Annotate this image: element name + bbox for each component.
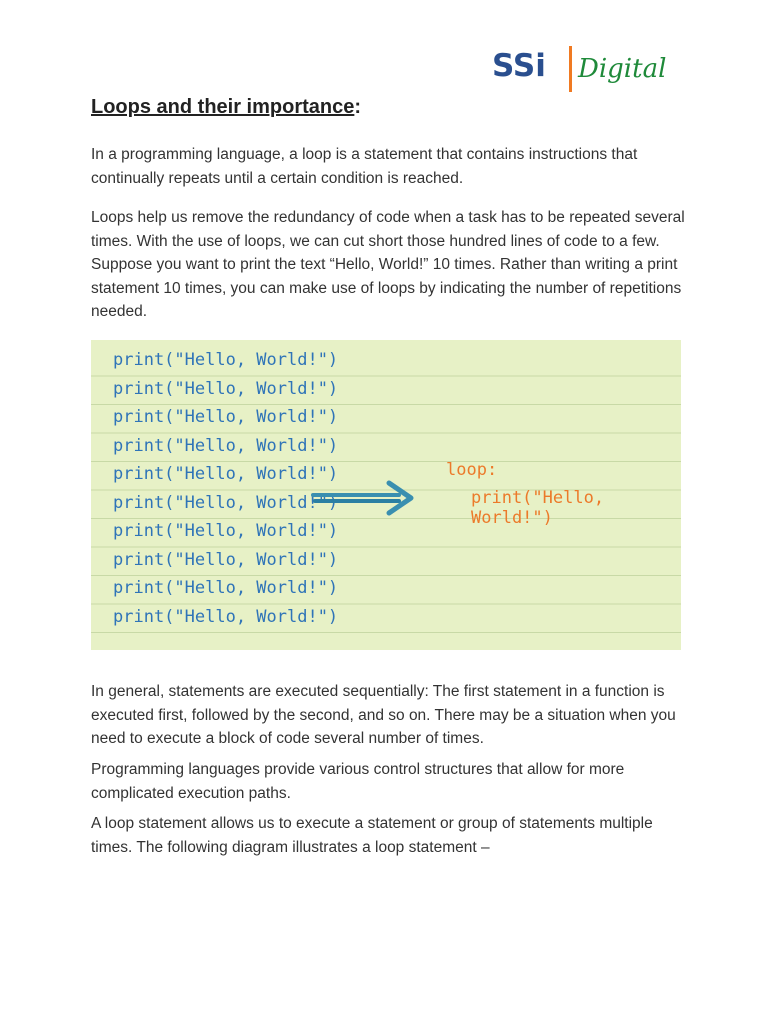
repeated-print-line: print("Hello, World!") [113, 435, 339, 456]
repeated-print-line: print("Hello, World!") [113, 606, 339, 627]
paragraph-loop-statement: A loop statement allows us to execute a statement or group of statements multiple times. The following diagram illustrates a loop statement – [91, 815, 653, 856]
repeated-print-line: print("Hello, World!") [113, 464, 339, 484]
loop-body-print: print("Hello, World!") [471, 488, 605, 528]
repeated-print-list [113, 346, 338, 631]
repeated-print-line: print("Hello, World!") [113, 378, 339, 399]
paragraph-loop-definition: In a programming language, a loop is a statement that contains instructions that continually repeats until a certain condition is reached. [91, 146, 638, 187]
repeated-print-line: print("Hello, World!") [113, 578, 339, 598]
paragraph-sequential-execution: In general, statements are executed sequentially: The first statement in a function is executed first, followed by the second, and so on. There may be a situation when you need to execute a block of code several number of times. [91, 683, 676, 747]
paragraph-loop-benefits: Loops help us remove the redundancy of code when a task has to be repeated several times. With the use of loops, we can cut short those hundred lines of code to a few. Suppose you want to print the text “Hello, World!” 10 times. Rather than writing a print statement 10 times, you can make use of loops by indicating the number of repetitions needed. [91, 209, 685, 320]
page-title-text: Loops and their importance [91, 96, 355, 118]
repeated-print-line: print("Hello, World!") [113, 350, 339, 370]
loop-illustration [91, 340, 681, 650]
repeated-print-line: print("Hello, World!") [113, 492, 339, 513]
repeated-print-line: print("Hello, World!") [113, 549, 339, 570]
logo-ssi-text: SSi [492, 48, 546, 84]
logo-digital-text: Digital [578, 54, 667, 84]
page-title-colon: : [354, 96, 362, 118]
page-title [91, 96, 361, 119]
loop-keyword: loop: [446, 460, 498, 480]
repeated-print-line: print("Hello, World!") [113, 407, 339, 427]
paragraph-control-structures: Programming languages provide various control structures that allow for more complicated execution paths. [91, 761, 625, 802]
right-arrow-icon [311, 478, 416, 518]
logo-divider [569, 46, 572, 92]
repeated-print-line: print("Hello, World!") [113, 521, 339, 541]
